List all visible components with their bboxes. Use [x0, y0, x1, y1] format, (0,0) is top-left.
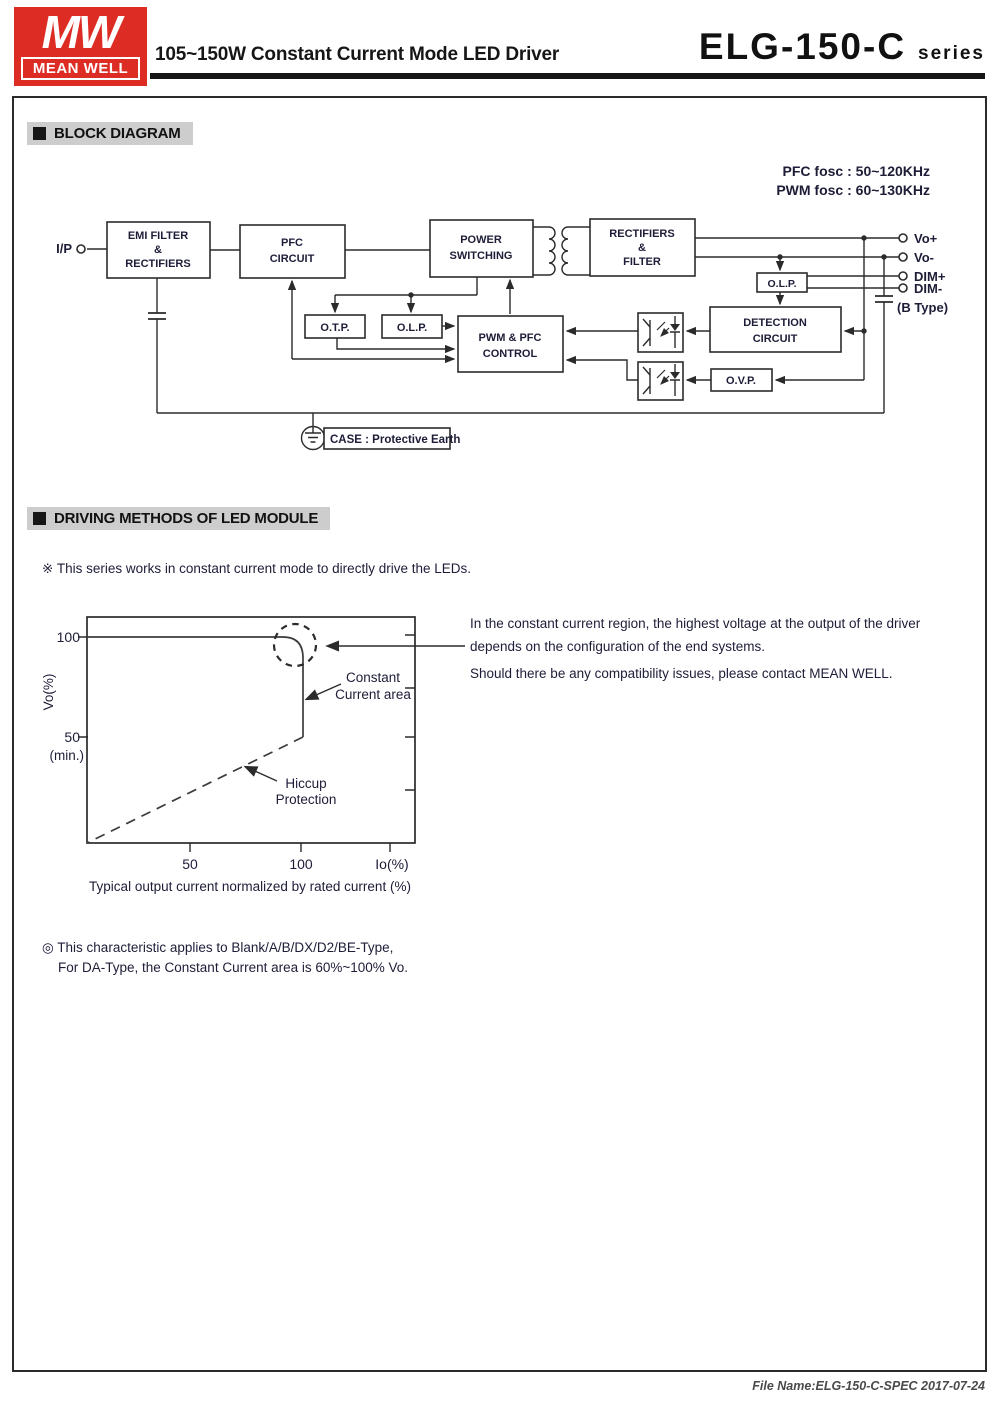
input-terminal — [56, 241, 85, 256]
page-subtitle: 105~150W Constant Current Mode LED Driver — [155, 44, 560, 65]
description-line: Should there be any compatibility issues, please contact MEAN WELL. — [470, 666, 893, 681]
cc-area-label: Constant — [345, 670, 401, 685]
block-label: POWER — [460, 234, 502, 246]
meanwell-logo — [14, 7, 147, 86]
hiccup-label: Protection — [275, 792, 337, 807]
block-label: CIRCUIT — [269, 253, 315, 265]
protective-earth-icon — [302, 427, 325, 450]
footnote-line — [42, 938, 408, 958]
block-pwm-pfc-control — [458, 316, 563, 372]
terminal-dim-plus — [899, 272, 907, 280]
y-axis-label: Vo(%) — [41, 673, 56, 711]
chart-frame — [78, 617, 415, 852]
ytick-min: (min.) — [49, 748, 84, 763]
xtick-100: 100 — [289, 856, 313, 872]
block-label: SWITCHING — [449, 250, 513, 262]
section-block-diagram — [27, 122, 193, 145]
vi-curve-chart — [40, 600, 480, 900]
ytick-50: 50 — [64, 729, 80, 745]
block-label: RECTIFIERS — [609, 228, 675, 240]
section-title: BLOCK DIAGRAM — [54, 125, 181, 142]
ytick-100: 100 — [56, 629, 80, 645]
transformer-icon — [549, 227, 568, 275]
chart-axis-labels — [41, 629, 409, 872]
footer-file-name: File Name:ELG-150-C-SPEC 2017-07-24 — [752, 1379, 985, 1393]
block-label: & — [154, 244, 162, 256]
b-type-label: (B Type) — [897, 300, 949, 315]
input-label: I/P — [56, 241, 72, 256]
section-title: DRIVING METHODS OF LED MODULE — [54, 510, 319, 527]
chart-curves — [87, 624, 465, 843]
cc-area-label: Current area — [335, 687, 411, 702]
block-label: O.L.P. — [767, 278, 797, 290]
optocoupler-icon — [638, 362, 683, 400]
dim-plus-label: DIM+ — [914, 269, 946, 284]
terminal-vo-minus — [899, 253, 907, 261]
block-ovp — [711, 369, 772, 391]
block-otp — [305, 315, 365, 338]
block-power-switching — [430, 220, 533, 277]
circle-bullet-icon: ◎ — [42, 940, 54, 955]
pfc-fosc-line: PFC fosc : 50~120KHz — [782, 163, 930, 179]
output-terminals — [897, 231, 948, 315]
pwm-fosc-line: PWM fosc : 60~130KHz — [776, 182, 930, 198]
block-label: EMI FILTER — [127, 230, 189, 242]
block-label: FILTER — [623, 256, 661, 268]
hiccup-label: Hiccup — [285, 776, 327, 791]
constant-current-note: ※ This series works in constant current mode to directly drive the LEDs. — [42, 561, 471, 576]
terminal-vo-plus — [899, 234, 907, 242]
block-label: O.L.P. — [396, 322, 428, 334]
model-title-wrap — [699, 26, 985, 68]
type-applicability-footnote — [42, 938, 408, 978]
xtick-50: 50 — [182, 856, 198, 872]
footnote-line: For DA-Type, the Constant Current area is 60%~100% Vo. — [58, 960, 409, 975]
chart-caption: Typical output current normalized by rated current (%) — [89, 879, 411, 894]
logo-brand-text: MEAN WELL — [21, 57, 140, 80]
description-line: In the constant current region, the highest voltage at the output of the driver — [470, 616, 921, 631]
case-label-box — [324, 428, 460, 449]
corner-highlight-circle — [274, 624, 316, 666]
vo-plus-label: Vo+ — [914, 231, 938, 246]
block-rectifiers-filter — [590, 219, 695, 276]
logo-mw-icon: MW — [41, 6, 120, 58]
case-label: CASE : Protective Earth — [330, 434, 461, 446]
section-bullet-icon — [33, 512, 46, 525]
block-label: RECTIFIERS — [125, 258, 191, 270]
block-emi-filter — [107, 222, 210, 278]
block-pfc-circuit — [240, 225, 345, 278]
optocoupler-icon — [638, 313, 683, 352]
block-label: PFC — [281, 237, 303, 249]
chart-annotations — [246, 670, 411, 807]
block-label: O.T.P. — [320, 322, 350, 334]
dim-minus-label: DIM- — [914, 281, 943, 296]
vo-minus-label: Vo- — [914, 250, 934, 265]
block-olp-left — [382, 315, 442, 338]
model-title: ELG-150-C — [698, 26, 907, 67]
block-label: & — [638, 242, 646, 254]
description-line: depends on the configuration of the end systems. — [470, 639, 765, 654]
block-detection-circuit — [710, 307, 841, 352]
block-label: PWM & PFC — [478, 332, 542, 344]
title-rule — [150, 73, 985, 79]
block-olp-right — [757, 273, 807, 292]
section-driving-methods — [27, 507, 330, 530]
block-label: O.V.P. — [726, 375, 756, 387]
cc-region-description — [470, 612, 978, 685]
block-diagram — [40, 160, 960, 460]
x-axis-label: Io(%) — [375, 856, 409, 872]
terminal-dim-minus — [899, 284, 907, 292]
footnote-text: This characteristic applies to Blank/A/B/DX/D2/BE-Type, — [57, 940, 394, 955]
series-label: series — [918, 43, 985, 64]
block-label: DETECTION — [743, 317, 807, 329]
block-label: CIRCUIT — [752, 333, 798, 345]
block-label: CONTROL — [482, 348, 538, 360]
section-bullet-icon — [33, 127, 46, 140]
